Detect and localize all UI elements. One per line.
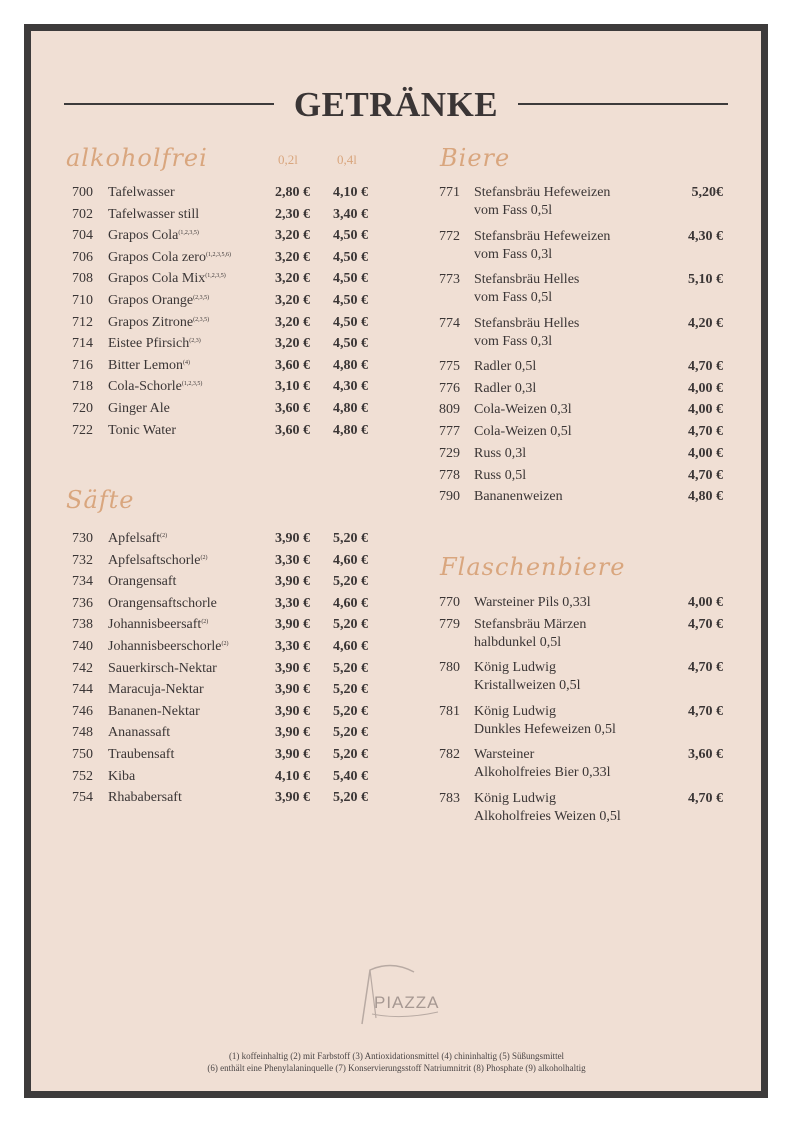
item-price: 4,20 € [688,315,723,331]
item-number: 776 [439,380,460,396]
item-name: Warsteiner [474,747,535,763]
item-name: Bananenweizen [474,489,563,505]
list-item [72,638,372,656]
price-small: 3,90 € [275,703,310,719]
price-small: 3,60 € [275,422,310,438]
item-price: 4,30 € [688,228,723,244]
item-number: 809 [439,402,460,418]
item-number: 780 [439,660,460,676]
item-name: Cola-Schorle$^{(1,2,3,5)}$ [108,379,203,395]
item-number: 702 [72,206,93,222]
item-name: Traubensaft [108,747,175,762]
item-price: 4,70 € [688,467,723,483]
item-number: 774 [439,315,460,331]
item-number: 748 [72,725,93,741]
price-small: 3,10 € [275,379,310,395]
price-large: 4,80 € [333,401,368,416]
title-row [64,86,728,126]
list-item [72,400,372,418]
item-number: 779 [439,616,460,632]
list-item [72,768,372,786]
list-item [72,681,372,699]
price-large: 4,50 € [333,271,368,287]
price-large: 5,20 € [333,574,368,590]
list-item [72,249,372,267]
item-price: 4,00 € [688,402,723,418]
item-number: 754 [72,790,93,806]
list-item [439,315,723,351]
list-item [72,378,372,396]
allergen-note: (2,3) [189,338,201,345]
price-small: 3,20 € [275,228,310,244]
allergen-note: (4) [183,359,191,366]
price-large: 4,30 € [333,379,368,395]
column-header-0-2l: 0,2l [278,152,298,167]
price-small: 3,90 € [275,682,310,698]
footnote-line-2: (6) enthält eine Phenylalaninquelle (7) Konservierungsstoff Natriumnitrit (8) Phosphate (9) alkoholhaltig [207,1063,586,1073]
list-item [72,227,372,245]
price-large: 5,20 € [333,682,368,698]
price-small: 3,90 € [275,790,310,806]
allergen-note: (2) [201,619,209,626]
item-number: 736 [72,595,93,611]
list-item [439,488,723,524]
item-name: Eistee Pfirsich$^{(2,3)}$ [108,336,201,352]
list-item [72,292,372,310]
item-name: Stefansbräu Helles [474,272,580,287]
item-number: 714 [72,336,93,352]
item-price: 4,00 € [688,445,723,461]
item-name: Warsteiner Pils 0,33l [474,595,591,610]
footnote-line-1: (1) koffeinhaltig (2) mit Farbstoff (3) Antioxidationsmittel (4) chininhaltig (5) Süßungsmittel [228,1051,565,1061]
item-name-line-2: Kristallweizen 0,5l [474,678,581,694]
item-name: Tonic Water [108,422,176,438]
item-name: Grapos Cola$^{(1,2,3,5)}$ [108,228,199,244]
item-price: 4,70 € [688,424,723,440]
item-number: 700 [72,185,93,200]
item-name: Radler 0,3l [474,380,537,396]
price-small: 3,60 € [275,357,310,373]
item-number: 790 [439,489,460,505]
item-number: 782 [439,747,460,763]
item-name: Orangensaftschorle [108,595,217,611]
price-large: 5,40 € [333,768,368,784]
column-header-0-4l: 0,4l [337,152,357,167]
item-number: 775 [439,359,460,374]
item-name: Stefansbräu Helles [474,315,580,331]
item-name: Ananassaft [108,725,171,741]
section-heading-biere: Biere [440,144,511,172]
item-name-line-2: Dunkles Hefeweizen 0,5l [474,721,616,737]
list-item [72,552,372,570]
allergen-note: (1,2,3,5) [205,273,226,280]
price-small: 2,80 € [275,185,310,200]
page-title: GETRÄNKE [293,85,499,124]
list-item [72,530,372,548]
allergen-note: (1,2,3,5) [178,230,199,237]
price-large: 5,20 € [333,747,368,762]
item-price: 5,10 € [688,272,723,287]
item-price: 4,00 € [688,380,723,396]
item-number: 783 [439,790,460,806]
price-large: 5,20 € [333,703,368,719]
list-item [72,703,372,721]
section-heading-flaschenbiere: Flaschenbiere [440,553,626,581]
item-number: 712 [72,314,93,330]
item-number: 750 [72,747,93,762]
list-item [439,271,723,307]
price-large: 4,50 € [333,228,368,244]
price-small: 3,30 € [275,595,310,611]
price-large: 4,50 € [333,249,368,265]
price-large: 5,20 € [333,790,368,806]
price-small: 3,90 € [275,660,310,676]
price-small: 3,90 € [275,617,310,633]
item-number: 740 [72,639,93,654]
item-number: 738 [72,617,93,633]
list-item [72,595,372,613]
item-name-line-2: halbdunkel 0,5l [474,634,562,650]
item-number: 722 [72,422,93,438]
price-small: 3,20 € [275,249,310,265]
list-item [439,746,723,782]
item-name: Grapos Zitrone$^{(2,3,5)}$ [108,314,210,330]
price-small: 3,20 € [275,271,310,287]
price-large: 4,80 € [333,357,368,373]
price-small: 3,90 € [275,531,310,546]
price-large: 4,80 € [333,422,368,438]
logo-text: PIAZZA [374,993,440,1012]
item-price: 3,60 € [688,747,723,763]
list-item [72,660,372,678]
price-small: 3,20 € [275,336,310,352]
list-item [439,790,723,826]
item-number: 773 [439,272,460,287]
item-number: 720 [72,401,93,416]
section-heading-alkoholfrei: alkoholfrei [66,144,208,172]
item-number: 710 [72,293,93,308]
allergen-note: (2,3,5) [193,295,210,301]
item-name-line-2: vom Fass 0,5l [474,290,553,305]
list-item [72,314,372,332]
list-item [439,616,723,652]
item-name: Stefansbräu Hefeweizen [474,185,611,200]
item-number: 746 [72,703,93,719]
price-small: 4,10 € [275,768,310,784]
list-item [72,335,372,353]
item-name: Apfelsaftschorle$^{(2)}$ [108,552,208,568]
price-small: 3,20 € [275,314,310,330]
item-price: 4,70 € [688,359,723,374]
item-number: 744 [72,682,93,698]
allergen-note: (1,2,3,5,6) [205,251,231,258]
price-large: 4,50 € [333,336,368,352]
item-name: Stefansbräu Märzen [474,616,587,632]
price-large: 4,10 € [333,185,368,200]
footnotes [0,1050,793,1074]
price-large: 4,60 € [333,639,368,654]
price-small: 3,90 € [275,747,310,762]
list-item [72,573,372,591]
allergen-note: (1,2,3,5) [181,381,203,388]
item-number: 770 [439,595,460,610]
price-large: 5,20 € [333,617,368,633]
list-item [72,616,372,634]
title-divider-right [518,103,728,105]
item-price: 4,70 € [688,703,723,719]
item-name: König Ludwig [474,660,557,676]
item-name: Ginger Ale [108,401,170,416]
item-price: 4,80 € [688,489,723,505]
item-name-line-2: vom Fass 0,5l [474,203,553,218]
item-number: 718 [72,379,93,395]
item-number: 708 [72,271,93,287]
price-small: 3,30 € [275,552,310,568]
item-number: 781 [439,703,460,719]
piazza-logo [352,962,444,1032]
item-number: 778 [439,467,460,483]
item-name: Bananen-Nektar [108,703,200,719]
item-price: 4,70 € [688,660,723,676]
item-name: Johannisbeersaft$^{(2)}$ [108,617,209,633]
price-large: 5,20 € [333,660,368,676]
item-name: Grapos Cola zero$^{(1,2,3,5,6)}$ [108,249,231,265]
item-name: König Ludwig [474,790,557,806]
item-price: 4,70 € [688,616,723,632]
item-name: Radler 0,5l [474,359,537,374]
list-item [72,206,372,224]
item-number: 704 [72,228,93,244]
item-name: Sauerkirsch-Nektar [108,660,217,676]
item-price: 4,70 € [688,790,723,806]
item-name: Grapos Orange$^{(2,3,5)}$ [108,293,210,308]
item-number: 777 [439,424,460,440]
item-number: 729 [439,445,460,461]
item-number: 742 [72,660,93,676]
item-name: Grapos Cola Mix$^{(1,2,3,5)}$ [108,271,226,287]
item-number: 730 [72,531,93,546]
item-number: 732 [72,552,93,568]
allergen-note: (2,3,5) [193,316,210,323]
allergen-note: (2) [160,533,168,539]
price-large: 3,40 € [333,206,368,222]
item-name: Bitter Lemon$^{(4)}$ [108,357,191,373]
item-price: 5,20€ [691,185,723,200]
price-small: 3,90 € [275,574,310,590]
list-item [72,746,372,764]
allergen-note: (2) [200,554,208,561]
list-item [439,703,723,739]
item-number: 734 [72,574,93,590]
item-number: 752 [72,768,93,784]
price-small: 2,30 € [275,206,310,222]
list-item [72,789,372,807]
item-number: 771 [439,185,460,200]
item-name: Russ 0,5l [474,467,527,483]
price-small: 3,30 € [275,639,310,654]
item-name: Stefansbräu Hefeweizen [474,228,611,244]
list-item [72,422,372,440]
section-heading-saefte: Säfte [66,486,135,514]
price-small: 3,60 € [275,401,310,416]
price-large: 5,20 € [333,725,368,741]
price-large: 4,50 € [333,293,368,308]
price-large: 4,60 € [333,552,368,568]
list-item [439,184,723,220]
list-item [439,228,723,264]
item-number: 706 [72,249,93,265]
item-name-line-2: Alkoholfreies Bier 0,33l [474,765,611,781]
item-name: Russ 0,3l [474,445,527,461]
item-name: Kiba [108,768,136,784]
item-name-line-2: vom Fass 0,3l [474,246,553,262]
item-name: Johannisbeerschorle$^{(2)}$ [108,639,229,654]
item-price: 4,00 € [688,595,723,610]
list-item [72,724,372,742]
item-name-line-2: Alkoholfreies Weizen 0,5l [474,808,621,824]
price-small: 3,90 € [275,725,310,741]
list-item [72,357,372,375]
item-name: Orangensaft [108,574,177,590]
item-name: Cola-Weizen 0,3l [474,402,572,418]
item-name: Maracuja-Nektar [108,682,204,698]
price-large: 4,50 € [333,314,368,330]
list-item [72,184,372,202]
item-name: Tafelwasser [108,185,175,200]
item-name-line-2: vom Fass 0,3l [474,333,553,349]
item-name: Apfelsaft$^{(2)}$ [108,531,168,546]
list-item [72,270,372,288]
item-name: Tafelwasser still [108,206,200,222]
item-number: 716 [72,357,93,373]
item-name: Cola-Weizen 0,5l [474,424,572,440]
price-large: 5,20 € [333,531,368,546]
item-name: König Ludwig [474,703,557,719]
item-number: 772 [439,228,460,244]
item-name: Rhababersaft [108,790,182,806]
price-large: 4,60 € [333,595,368,611]
allergen-note: (2) [221,641,229,647]
list-item [439,659,723,695]
price-small: 3,20 € [275,293,310,308]
